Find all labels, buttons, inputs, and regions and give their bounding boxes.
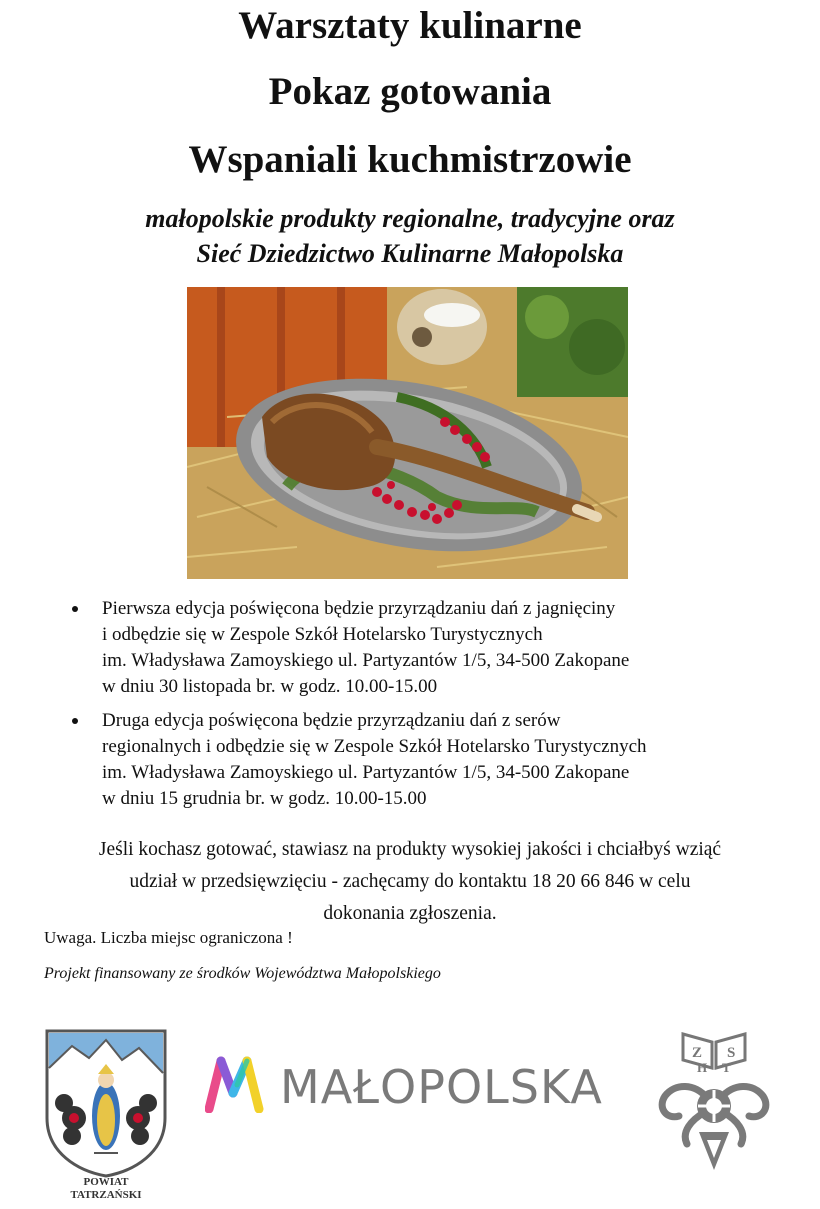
- zsht-letter-t: T: [722, 1060, 731, 1075]
- malopolska-m-logo-icon: [205, 1055, 265, 1113]
- zsht-letter-s: S: [727, 1045, 736, 1061]
- powiat-tatrzanski-coat-of-arms-icon: [44, 1028, 168, 1178]
- zsht-letter-h: H: [697, 1060, 708, 1075]
- edition-list: [72, 596, 812, 820]
- bullet-icon: [72, 606, 78, 612]
- edition-item-1: Pierwsza edycja poświęcona będzie przyrządzaniu dań z jagnięciny i odbędzie się w Zespole Szkół Hotelarsko Turystycznych im. Władysława Zamoyskiego ul. Partyzantów 1/5, 34-500 Zakopane w dniu 30 listopada br. w godz. 10.00-15.00: [72, 596, 812, 700]
- limited-places-note: Uwaga. Liczba miejsc ograniczona !: [44, 928, 293, 947]
- funding-note: Projekt finansowany ze środków Województwa Małopolskiego: [44, 965, 441, 982]
- subtitle-line-2: Sieć Dziedzictwo Kulinarne Małopolska: [196, 239, 624, 268]
- title-line-1: Warsztaty kulinarne: [238, 4, 582, 47]
- zsht-school-logo-icon: [655, 1028, 773, 1176]
- title-line-3: Wspaniali kuchmistrzowie: [188, 138, 632, 181]
- zsht-letter-z: Z: [692, 1045, 703, 1061]
- roast-lamb-photo: [187, 287, 628, 579]
- subtitle-line-1: małopolskie produkty regionalne, tradycyjne oraz: [145, 204, 675, 233]
- bullet-icon: [72, 718, 78, 724]
- malopolska-wordmark: MAŁOPOLSKA: [280, 1060, 603, 1114]
- edition-item-2: Druga edycja poświęcona będzie przyrządzaniu dań z serów regionalnych i odbędzie się w Zespole Szkół Hotelarsko Turystycznych im. Władysława Zamoyskiego ul. Partyzantów 1/5, 34-500 Zakopane w dniu 15 grudnia br. w godz. 10.00-15.00: [72, 708, 812, 812]
- powiat-label: POWIAT TATRZAŃSKI: [70, 1176, 142, 1201]
- title-line-2: Pokaz gotowania: [268, 70, 552, 113]
- contact-paragraph: Jeśli kochasz gotować, stawiasz na produkty wysokiej jakości i chciałbyś wziąć udział w przedsięwzięciu - zachęcamy do kontaktu 18 20 66 846 w celu dokonania zgłoszenia.: [98, 839, 722, 924]
